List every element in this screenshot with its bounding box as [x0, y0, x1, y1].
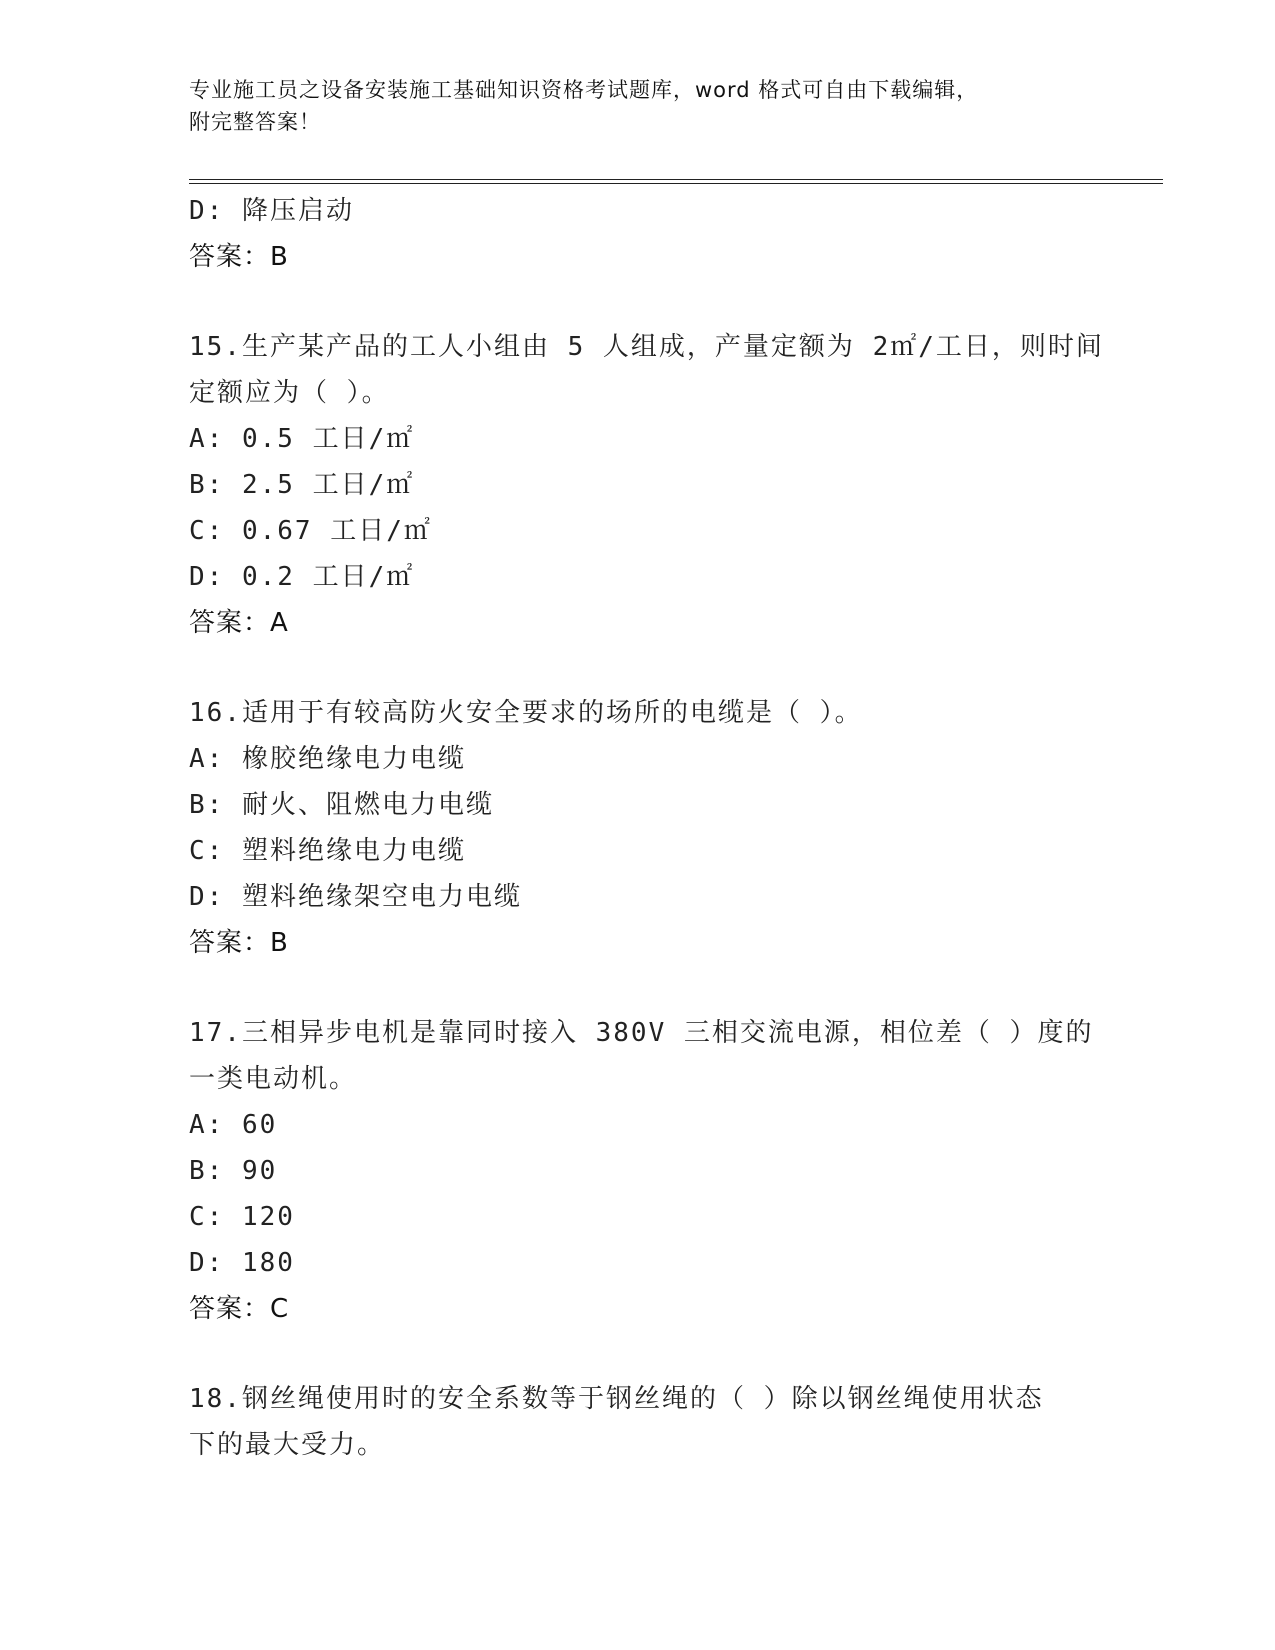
option-d: D: 塑料绝缘架空电力电缆	[189, 882, 522, 912]
question-stem-line2: 下的最大受力。	[189, 1430, 386, 1460]
option-c: C: 0.67 工日/㎡	[189, 516, 432, 546]
option-d: D: 0.2 工日/㎡	[189, 562, 415, 592]
header-title-line2: 附完整答案！	[189, 110, 321, 134]
question-14-tail	[189, 188, 1089, 280]
header-rule-bottom	[189, 183, 1163, 184]
question-stem-line2: 定额应为（ ）。	[189, 378, 390, 408]
spacer	[189, 646, 1089, 690]
answer-line: 答案：B	[189, 242, 289, 272]
header-rule-top	[189, 179, 1163, 180]
spacer	[189, 966, 1089, 1010]
answer-line: 答案：C	[189, 1294, 290, 1324]
question-17	[189, 1010, 1094, 1332]
page-header	[189, 74, 1089, 138]
question-stem-line1: 18.钢丝绳使用时的安全系数等于钢丝绳的（ ）除以钢丝绳使用状态	[189, 1384, 1044, 1414]
answer-line: 答案：A	[189, 608, 289, 638]
question-list	[189, 188, 1104, 1468]
spacer	[189, 280, 1089, 324]
option-c: C: 塑料绝缘电力电缆	[189, 836, 466, 866]
option-a: A: 0.5 工日/㎡	[189, 424, 415, 454]
question-16	[189, 690, 1089, 966]
question-18	[189, 1376, 1089, 1468]
spacer	[189, 1332, 1089, 1376]
option-c: C: 120	[189, 1202, 295, 1232]
question-stem-line1: 15.生产某产品的工人小组由 5 人组成，产量定额为 2㎡/工日，则时间	[189, 332, 1104, 362]
header-title-line1: 专业施工员之设备安装施工基础知识资格考试题库，word 格式可自由下载编辑，	[189, 78, 979, 102]
option-a: A: 60	[189, 1110, 278, 1140]
answer-line: 答案：B	[189, 928, 289, 958]
option-b: B: 耐火、阻燃电力电缆	[189, 790, 494, 820]
option-d: D: 180	[189, 1248, 295, 1278]
option-b: B: 90	[189, 1156, 278, 1186]
option-a: A: 橡胶绝缘电力电缆	[189, 744, 466, 774]
question-stem-line1: 17.三相异步电机是靠同时接入 380V 三相交流电源，相位差（ ）度的	[189, 1018, 1094, 1048]
question-stem-line2: 一类电动机。	[189, 1064, 358, 1094]
option-b: B: 2.5 工日/㎡	[189, 470, 415, 500]
option-d: D: 降压启动	[189, 196, 354, 226]
question-15	[189, 324, 1104, 646]
question-stem-line1: 16.适用于有较高防火安全要求的场所的电缆是（ ）。	[189, 698, 863, 728]
